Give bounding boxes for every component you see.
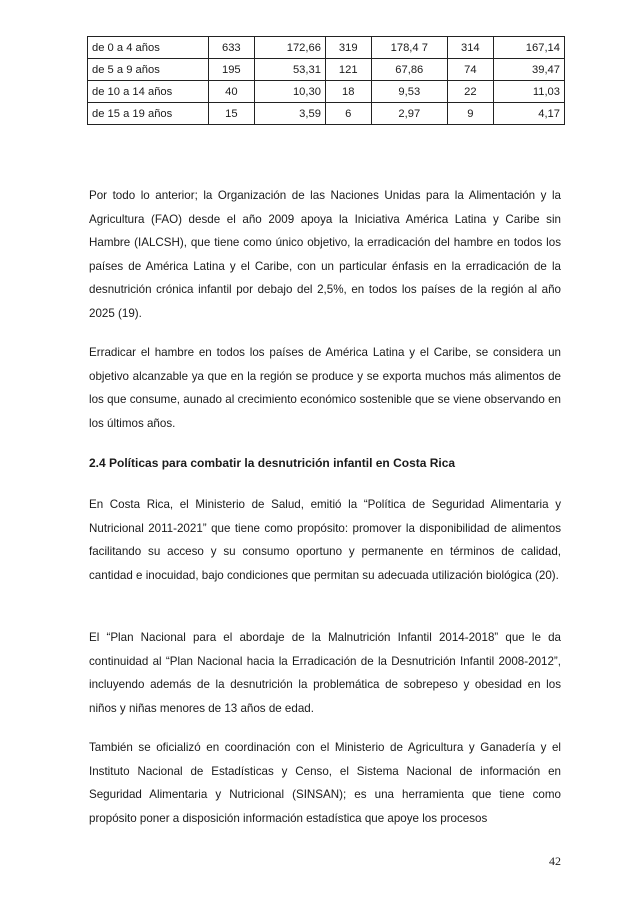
paragraph-plan-nacional: El “Plan Nacional para el abordaje de la Malnutrición Infantil 2014-2018” que le da continuidad al “Plan Nacional hacia la Erradicación de la Desnutrición Infantil 2008-2012”, incluyendo además de la desnutrición la problemática de sobrepeso y obesidad en los niños y niñas menores de 13 años de edad.	[89, 631, 561, 715]
table-row	[88, 81, 565, 103]
table-cell: 6	[325, 103, 371, 125]
table-cell: 195	[209, 59, 255, 81]
table-cell: 172,66	[254, 37, 325, 59]
age-group-table	[87, 36, 565, 125]
paragraph-sinsan: También se oficializó en coordinación con el Ministerio de Agricultura y Ganadería y el Instituto Nacional de Estadísticas y Censo, el Sistema Nacional de información en Seguridad Alimentaria y Nutricional (SINSAN); es una herramienta que tiene como propósito poner a disposición información estadística que apoye los procesos	[89, 741, 561, 825]
table-cell: 18	[325, 81, 371, 103]
table-row	[88, 103, 565, 125]
table-cell: 53,31	[254, 59, 325, 81]
table-cell: 67,86	[371, 59, 447, 81]
paragraph-erradicar-hambre: Erradicar el hambre en todos los países de América Latina y el Caribe, se considera un objetivo alcanzable ya que en la región se produce y se exporta muchos más alimentos de los que consume, aunado al crecimiento económico sostenible que se viene observando en los últimos años.	[89, 346, 561, 430]
table-cell: 40	[209, 81, 255, 103]
table-cell: 2,97	[371, 103, 447, 125]
table-cell: 3,59	[254, 103, 325, 125]
table-cell: 178,4 7	[371, 37, 447, 59]
paragraph-fao-ialcsh: Por todo lo anterior; la Organización de las Naciones Unidas para la Alimentación y la Agricultura (FAO) desde el año 2009 apoya la Iniciativa América Latina y Caribe sin Hambre (IALCSH), que tiene como único objetivo, la erradicación del hambre en todos los países de América Latina y el Caribe, con un particular énfasis en la erradicación de la desnutrición crónica infantil por debajo del 2,5%, en todos los países de la región al año 2025 (19).	[89, 189, 561, 320]
table-cell: 11,03	[493, 81, 564, 103]
table-row-label: de 0 a 4 años	[88, 37, 209, 59]
table-cell: 319	[325, 37, 371, 59]
table-row-label: de 10 a 14 años	[88, 81, 209, 103]
paragraph-politica-seguridad: En Costa Rica, el Ministerio de Salud, emitió la “Política de Seguridad Alimentaria y Nutricional 2011-2021” que tiene como propósito: promover la disponibilidad de alimentos facilitando su acceso y su consumo oportuno y permanente en términos de calidad, cantidad e inocuidad, bajo condiciones que permitan su adecuada utilización biológica (20).	[89, 498, 561, 582]
table-cell: 314	[448, 37, 494, 59]
table-cell: 167,14	[493, 37, 564, 59]
table-cell: 633	[209, 37, 255, 59]
table-cell: 9,53	[371, 81, 447, 103]
table-row-label: de 5 a 9 años	[88, 59, 209, 81]
section-heading: 2.4 Políticas para combatir la desnutrición infantil en Costa Rica	[89, 456, 456, 470]
table-row-label: de 15 a 19 años	[88, 103, 209, 125]
table-cell: 39,47	[493, 59, 564, 81]
table-cell: 74	[448, 59, 494, 81]
table-cell: 9	[448, 103, 494, 125]
table-row	[88, 37, 565, 59]
table-cell: 121	[325, 59, 371, 81]
table-cell: 4,17	[493, 103, 564, 125]
table-cell: 22	[448, 81, 494, 103]
table-cell: 10,30	[254, 81, 325, 103]
table-row	[88, 59, 565, 81]
page-number: 42	[549, 854, 561, 868]
table-cell: 15	[209, 103, 255, 125]
